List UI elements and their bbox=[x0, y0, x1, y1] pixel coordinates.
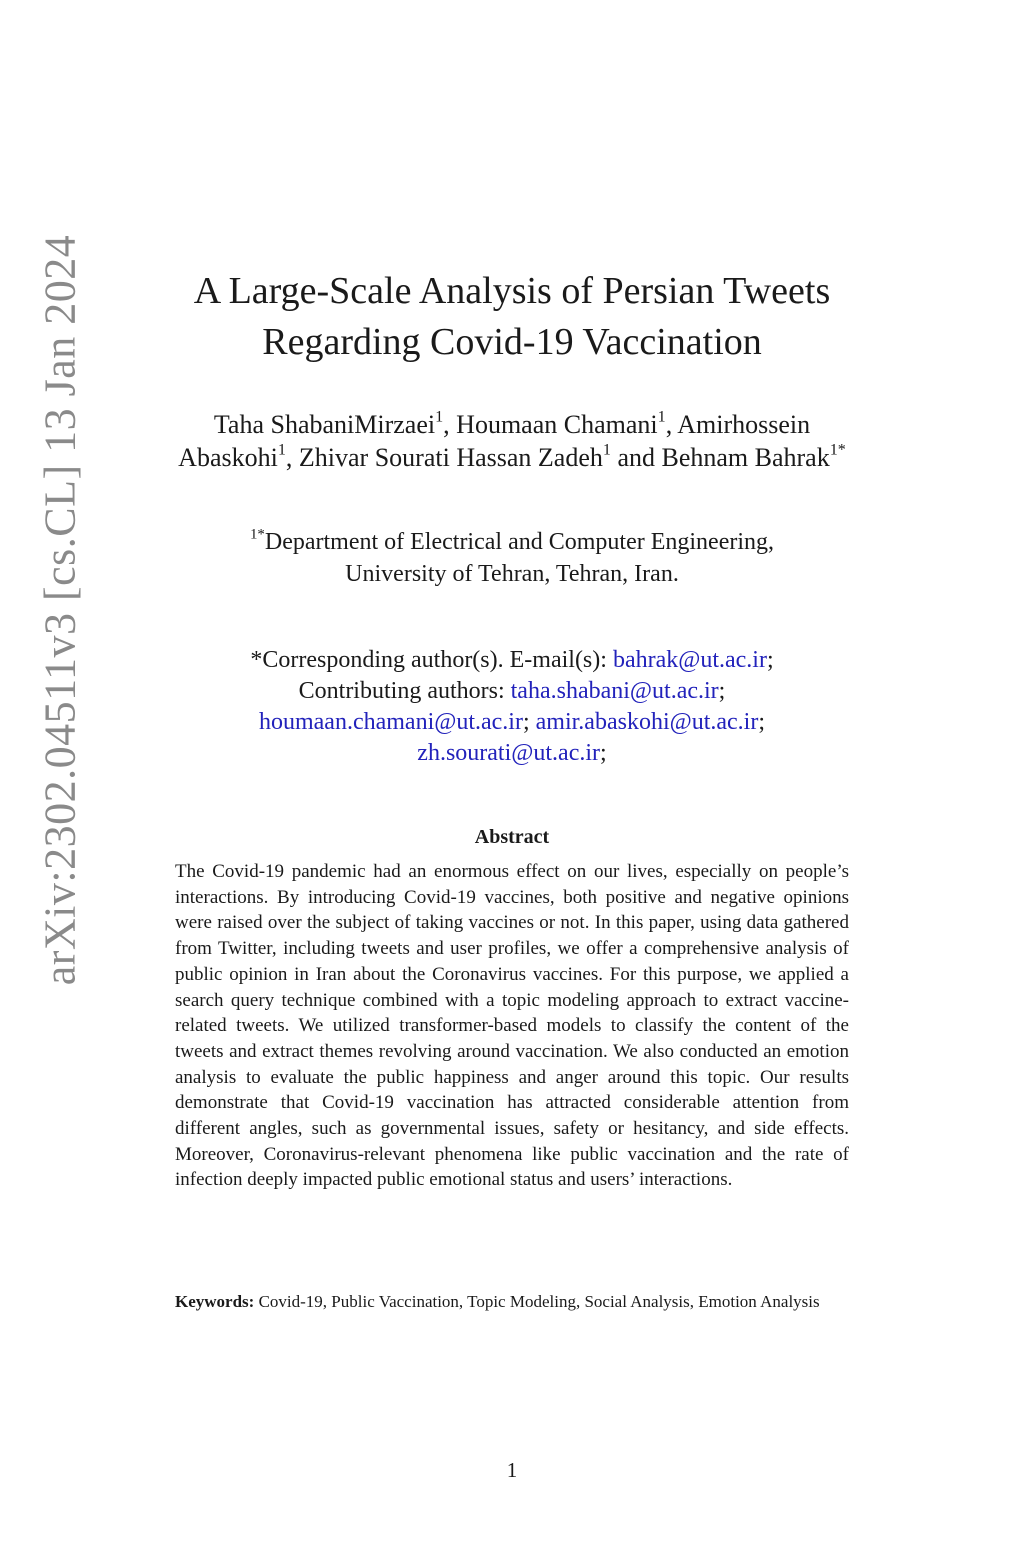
author-affiliation-mark: 1 bbox=[435, 408, 444, 426]
corresponding-label: *Corresponding author(s). E-mail(s): bbox=[250, 647, 613, 673]
author-name: Taha ShabaniMirzaei bbox=[213, 410, 436, 439]
author-affiliation-mark: 1 bbox=[657, 408, 666, 426]
author-separator: , bbox=[285, 443, 299, 472]
author-affiliation-mark: 1* bbox=[829, 441, 846, 459]
email-separator: ; bbox=[766, 647, 774, 673]
abstract-text: The Covid-19 pandemic had an enormous effect on our lives, especially on people’s interactions. By introducing Covid-19 vaccines, both positive and negative opinions were raised over the subject of taking vaccines or not. In this paper, using data gathered from Twitter, including tweets and user profiles, we offer a comprehensive analysis of public opinion in Iran about the Coronavirus vaccines. For this purpose, we applied a search query technique combined with a topic modeling approach to extract vaccine-related tweets. We utilized transformer-based models to classify the content of the tweets and extract themes revolving around vaccination. We also conducted an emotion analysis to evaluate the public happiness and anger around this topic. Our results demonstrate that Covid-19 vaccination has attracted considerable attention from different angles, such as governmental issues, safety or hesitancy, and side effects. Moreover, Coronavirus-relevant phenomena like public vaccination and the rate of infection deeply impacted public emotional status and users’ interactions. bbox=[175, 861, 849, 1191]
paper-title bbox=[160, 266, 864, 368]
keywords-label: Keywords: bbox=[175, 1292, 255, 1311]
email-link[interactable]: taha.shabani@ut.ac.ir bbox=[510, 678, 719, 704]
email-link[interactable]: bahrak@ut.ac.ir bbox=[612, 647, 767, 673]
email-link[interactable]: amir.abaskohi@ut.ac.ir bbox=[535, 709, 759, 735]
contact-emails bbox=[160, 645, 864, 769]
author-separator: and bbox=[610, 443, 662, 472]
contributing-label: Contributing authors: bbox=[298, 678, 511, 704]
author-name: Amirhossein Abaskohi bbox=[178, 410, 811, 472]
email-link[interactable]: zh.sourati@ut.ac.ir bbox=[417, 740, 601, 766]
affiliation-mark: 1* bbox=[249, 526, 265, 543]
affiliation-line-2: University of Tehran, Tehran, Iran. bbox=[345, 561, 679, 587]
author-affiliation-mark: 1 bbox=[602, 441, 611, 459]
title-line-2: Regarding Covid-19 Vaccination bbox=[262, 321, 762, 363]
keywords-list: Covid-19, Public Vaccination, Topic Modeling, Social Analysis, Emotion Analysis bbox=[254, 1292, 820, 1311]
abstract-heading: Abstract bbox=[474, 826, 550, 848]
author-list bbox=[160, 408, 864, 474]
author-name: Behnam Bahrak bbox=[661, 443, 830, 472]
keywords bbox=[175, 1291, 849, 1313]
email-separator: ; bbox=[758, 709, 766, 735]
title-line-1: A Large-Scale Analysis of Persian Tweets bbox=[193, 270, 831, 312]
affiliation bbox=[160, 526, 864, 590]
author-separator: , bbox=[665, 410, 678, 439]
arxiv-identifier-stamp: arXiv:2302.04511v3 [cs.CL] 13 Jan 2024 bbox=[35, 234, 85, 986]
email-link[interactable]: houmaan.chamani@ut.ac.ir bbox=[258, 709, 523, 735]
page-number: 1 bbox=[506, 1458, 518, 1482]
email-separator: ; bbox=[522, 709, 530, 735]
email-separator: ; bbox=[718, 678, 726, 704]
author-affiliation-mark: 1 bbox=[277, 441, 286, 459]
email-separator: ; bbox=[600, 740, 607, 766]
author-separator: , bbox=[443, 410, 457, 439]
affiliation-line-1: Department of Electrical and Computer Engineering, bbox=[264, 529, 775, 555]
author-name: Zhivar Sourati Hassan Zadeh bbox=[298, 443, 603, 472]
author-name: Houmaan Chamani bbox=[456, 410, 658, 439]
